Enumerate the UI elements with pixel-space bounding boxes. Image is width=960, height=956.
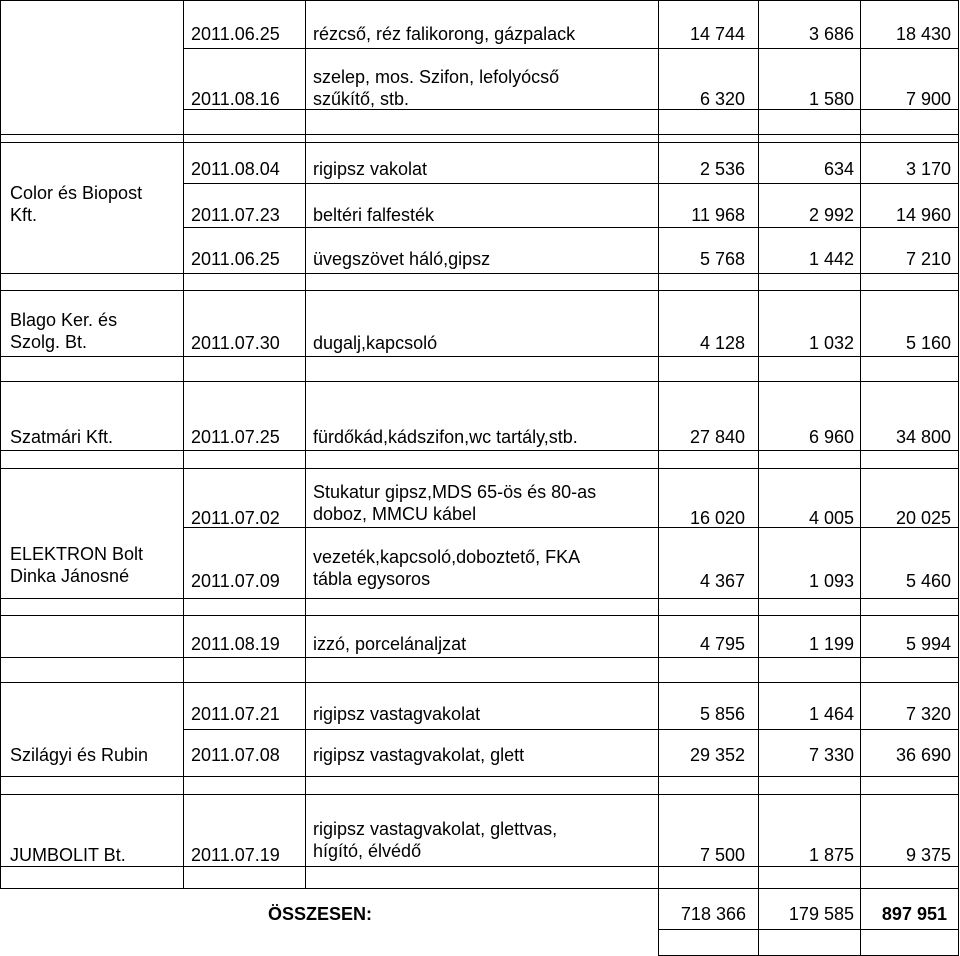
grid-line (658, 0, 659, 956)
row-vat: 1 580 (808, 89, 854, 109)
row-date: 2011.07.19 (191, 845, 280, 865)
row-vat: 1 032 (808, 333, 854, 353)
row-gross: 5 994 (905, 634, 951, 654)
row-vat: 7 330 (808, 745, 854, 765)
grid-line (0, 290, 959, 291)
grid-line (0, 450, 959, 451)
row-date: 2011.07.09 (191, 571, 280, 591)
row-gross: 7 320 (905, 704, 951, 724)
row-description: vezeték,kapcsoló,doboztető, FKA tábla egysoros (313, 547, 581, 589)
row-description: rigipsz vastagvakolat (313, 704, 481, 724)
supplier-name: Blago Ker. és Szolg. Bt. (10, 310, 118, 352)
row-description: izzó, porcelánaljzat (313, 634, 467, 654)
row-gross: 36 690 (895, 745, 951, 765)
row-vat: 1 464 (808, 704, 854, 724)
grid-line (0, 273, 959, 274)
row-net: 14 744 (689, 24, 745, 44)
row-description: szelep, mos. Szifon, lefolyócső szűkítő, stb. (313, 67, 560, 109)
grid-line (0, 356, 959, 357)
row-net: 4 795 (699, 634, 745, 654)
grid-line (0, 866, 959, 867)
row-description: rézcső, réz falikorong, gázpalack (313, 24, 576, 44)
row-date: 2011.06.25 (191, 249, 280, 269)
row-gross: 18 430 (895, 24, 951, 44)
row-net: 5 856 (699, 704, 745, 724)
row-date: 2011.07.23 (191, 205, 280, 225)
grid-line (0, 657, 959, 658)
grid-line (0, 0, 959, 1)
row-net: 7 500 (699, 845, 745, 865)
row-net: 11 968 (691, 205, 745, 225)
row-vat: 2 992 (808, 205, 854, 225)
row-date: 2011.07.25 (191, 427, 280, 447)
grid-line (183, 48, 959, 49)
supplier-name: Color és Biopost Kft. (10, 183, 143, 225)
row-date: 2011.06.25 (191, 24, 280, 44)
total-vat: 179 585 (788, 904, 854, 924)
row-vat: 4 005 (808, 508, 854, 528)
row-gross: 5 460 (905, 571, 951, 591)
row-description: üvegszövet háló,gipsz (313, 249, 491, 269)
supplier-name: Szilágyi és Rubin (10, 745, 149, 765)
row-description: Stukatur gipsz,MDS 65-ös és 80-as doboz, MMCU kábel (313, 482, 597, 524)
row-description: rigipsz vastagvakolat, glettvas, hígító, élvédő (313, 819, 558, 861)
total-gross: 897 951 (881, 904, 947, 924)
row-vat: 6 960 (808, 427, 854, 447)
row-date: 2011.08.19 (191, 634, 280, 654)
grid-line (183, 183, 959, 184)
grid-line (0, 381, 959, 382)
row-vat: 634 (823, 159, 854, 179)
row-gross: 7 900 (905, 89, 951, 109)
grid-line (0, 468, 959, 469)
row-gross: 3 170 (905, 159, 951, 179)
grid-line (183, 729, 959, 730)
row-description: rigipsz vakolat (313, 159, 428, 179)
row-gross: 14 960 (895, 205, 951, 225)
total-label: ÖSSZESEN: (268, 904, 373, 924)
grid-line (0, 794, 959, 795)
grid-line (0, 888, 959, 889)
row-date: 2011.07.02 (191, 508, 280, 528)
grid-line (958, 0, 959, 956)
grid-line (658, 929, 959, 930)
row-net: 4 128 (699, 333, 745, 353)
row-date: 2011.07.30 (191, 333, 280, 353)
row-net: 4 367 (699, 571, 745, 591)
grid-line (0, 615, 959, 616)
supplier-name: Szatmári Kft. (10, 427, 114, 447)
row-gross: 20 025 (895, 508, 951, 528)
row-date: 2011.07.08 (191, 745, 280, 765)
grid-line (0, 142, 959, 143)
row-description: beltéri falfesték (313, 205, 435, 225)
supplier-name: ELEKTRON Bolt Dinka Jánosné (10, 544, 144, 586)
row-date: 2011.08.04 (191, 159, 280, 179)
row-gross: 34 800 (895, 427, 951, 447)
grid-line (0, 682, 959, 683)
grid-line (758, 0, 759, 956)
row-vat: 1 442 (808, 249, 854, 269)
grid-line (0, 598, 959, 599)
grid-line (0, 134, 959, 135)
row-vat: 1 875 (808, 845, 854, 865)
grid-line (183, 227, 959, 228)
row-net: 27 840 (689, 427, 745, 447)
row-gross: 7 210 (905, 249, 951, 269)
supplier-name: JUMBOLIT Bt. (10, 845, 126, 865)
row-net: 5 768 (699, 249, 745, 269)
row-gross: 9 375 (905, 845, 951, 865)
row-net: 6 320 (699, 89, 745, 109)
row-description: dugalj,kapcsoló (313, 333, 438, 353)
row-net: 16 020 (689, 508, 745, 528)
row-date: 2011.08.16 (191, 89, 280, 109)
row-net: 29 352 (689, 745, 745, 765)
total-net: 718 366 (680, 904, 746, 924)
grid-line (0, 776, 959, 777)
row-vat: 1 093 (808, 571, 854, 591)
row-date: 2011.07.21 (191, 704, 280, 724)
row-vat: 3 686 (808, 24, 854, 44)
row-gross: 5 160 (905, 333, 951, 353)
row-description: fürdőkád,kádszifon,wc tartály,stb. (313, 427, 578, 447)
row-vat: 1 199 (808, 634, 854, 654)
row-net: 2 536 (699, 159, 745, 179)
grid-line (860, 0, 861, 956)
row-description: rigipsz vastagvakolat, glett (313, 745, 525, 765)
